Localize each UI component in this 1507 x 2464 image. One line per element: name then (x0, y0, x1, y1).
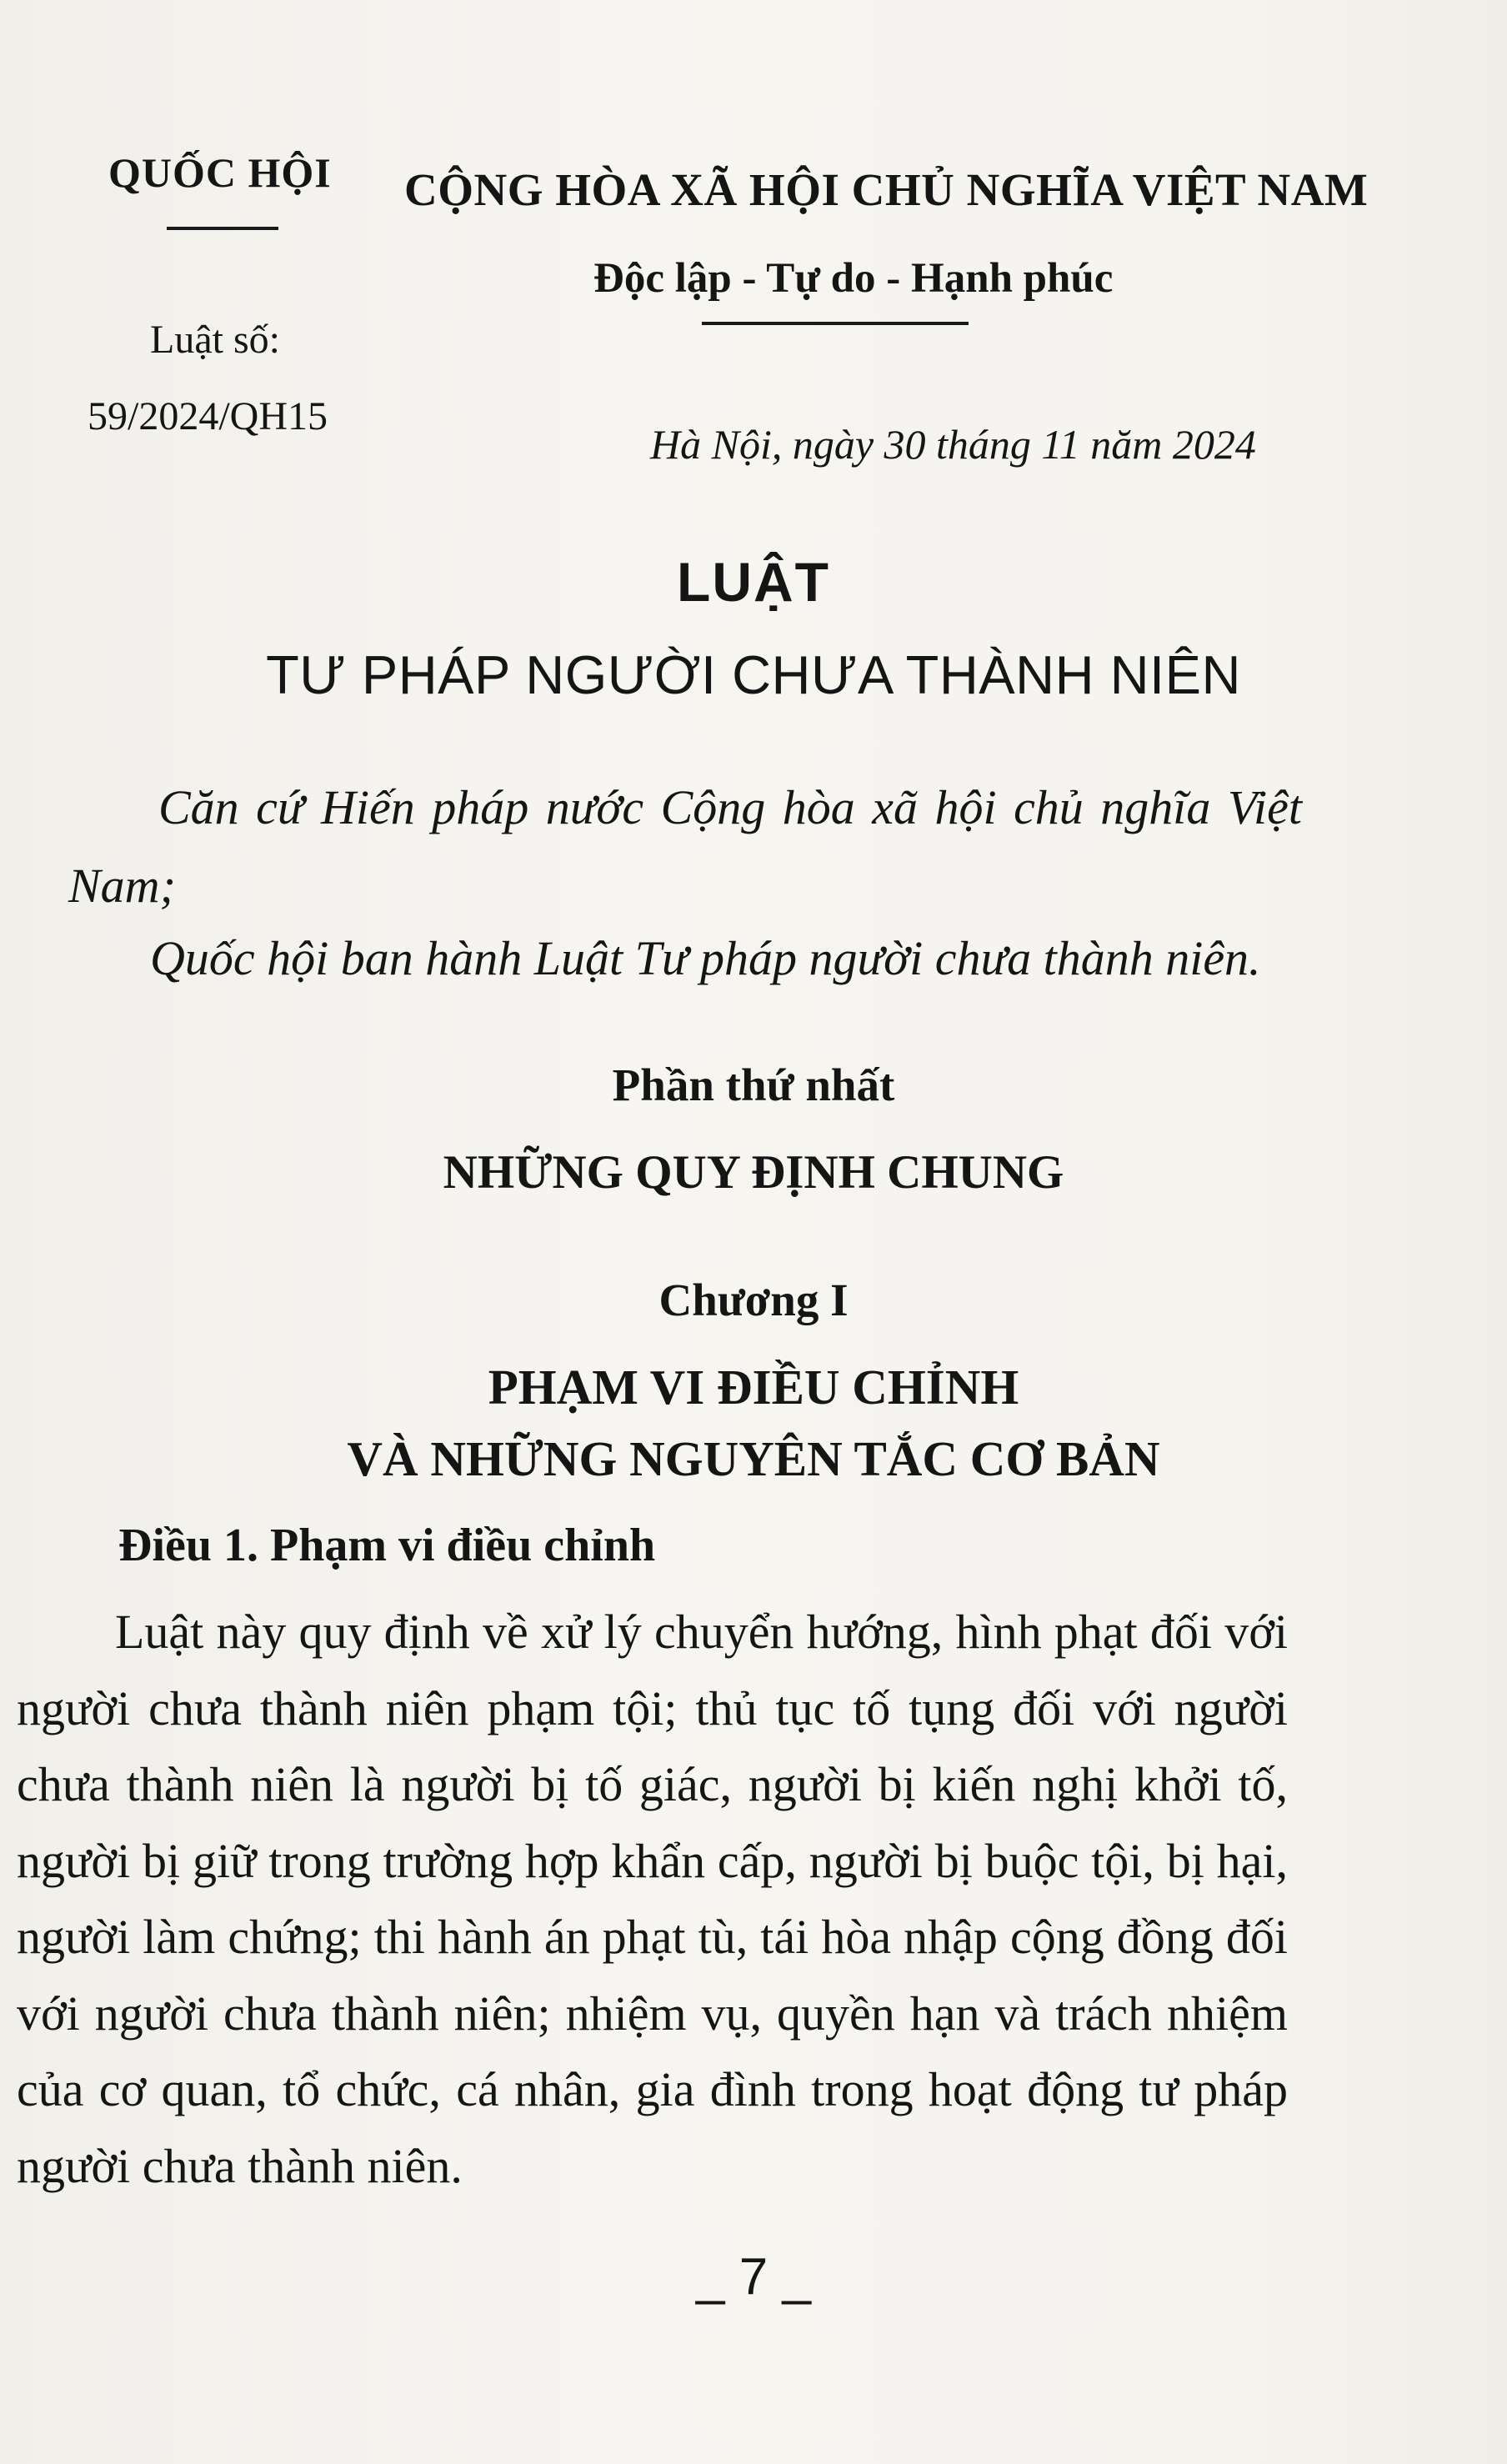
issuer-name: QUỐC HỘI (108, 149, 332, 196)
law-number: 59/2024/QH15 (88, 394, 328, 438)
national-motto: Độc lập - Tự do - Hạnh phúc (593, 255, 1114, 302)
preamble-enactment: Quốc hội ban hành Luật Tư pháp người chưa thành niên. (150, 931, 1261, 985)
law-number-label: Luật số: (150, 318, 280, 362)
place-and-date: Hà Nội, ngày 30 tháng 11 năm 2024 (650, 421, 1256, 468)
chapter-label: Chương I (658, 1275, 849, 1325)
issuer-underline (167, 227, 278, 230)
document-type: LUẬT (677, 551, 830, 613)
part-title: NHỮNG QUY ĐỊNH CHUNG (443, 1146, 1064, 1199)
article-body: Luật này quy định về xử lý chuyển hướng, hình phạt đối với người chưa thành niên phạm tội; thủ tục tố tụng đối với người chưa thành niên là người bị tố giác, người bị kiến nghị khởi tố, người bị giữ trong trường hợp khẩn cấp, người bị buộc tội, bị hại, người làm chứng; thi hành án phạt tù, tái hòa nhập cộng đồng đối với người chưa thành niên; nhiệm vụ, quyền hạn và trách nhiệm của cơ quan, tổ chức, cá nhân, gia đình trong hoạt động tư pháp người chưa thành niên. (17, 1605, 1288, 2193)
article-heading: Điều 1. Phạm vi điều chỉnh (118, 1520, 656, 1571)
motto-underline (702, 322, 969, 325)
chapter-title-line-1: PHẠM VI ĐIỀU CHỈNH (488, 1360, 1019, 1415)
chapter-title-line-2: VÀ NHỮNG NGUYÊN TẮC CƠ BẢN (347, 1431, 1160, 1486)
national-title: CỘNG HÒA XÃ HỘI CHỦ NGHĨA VIỆT NAM (404, 164, 1369, 215)
part-label: Phần thứ nhất (612, 1059, 895, 1110)
preamble-basis: Căn cứ Hiến pháp nước Cộng hòa xã hội chủ nghĩa Việt Nam; (68, 780, 1302, 913)
page-number: _ 7 _ (696, 2248, 811, 2306)
document-title: TƯ PHÁP NGƯỜI CHƯA THÀNH NIÊN (266, 644, 1241, 705)
